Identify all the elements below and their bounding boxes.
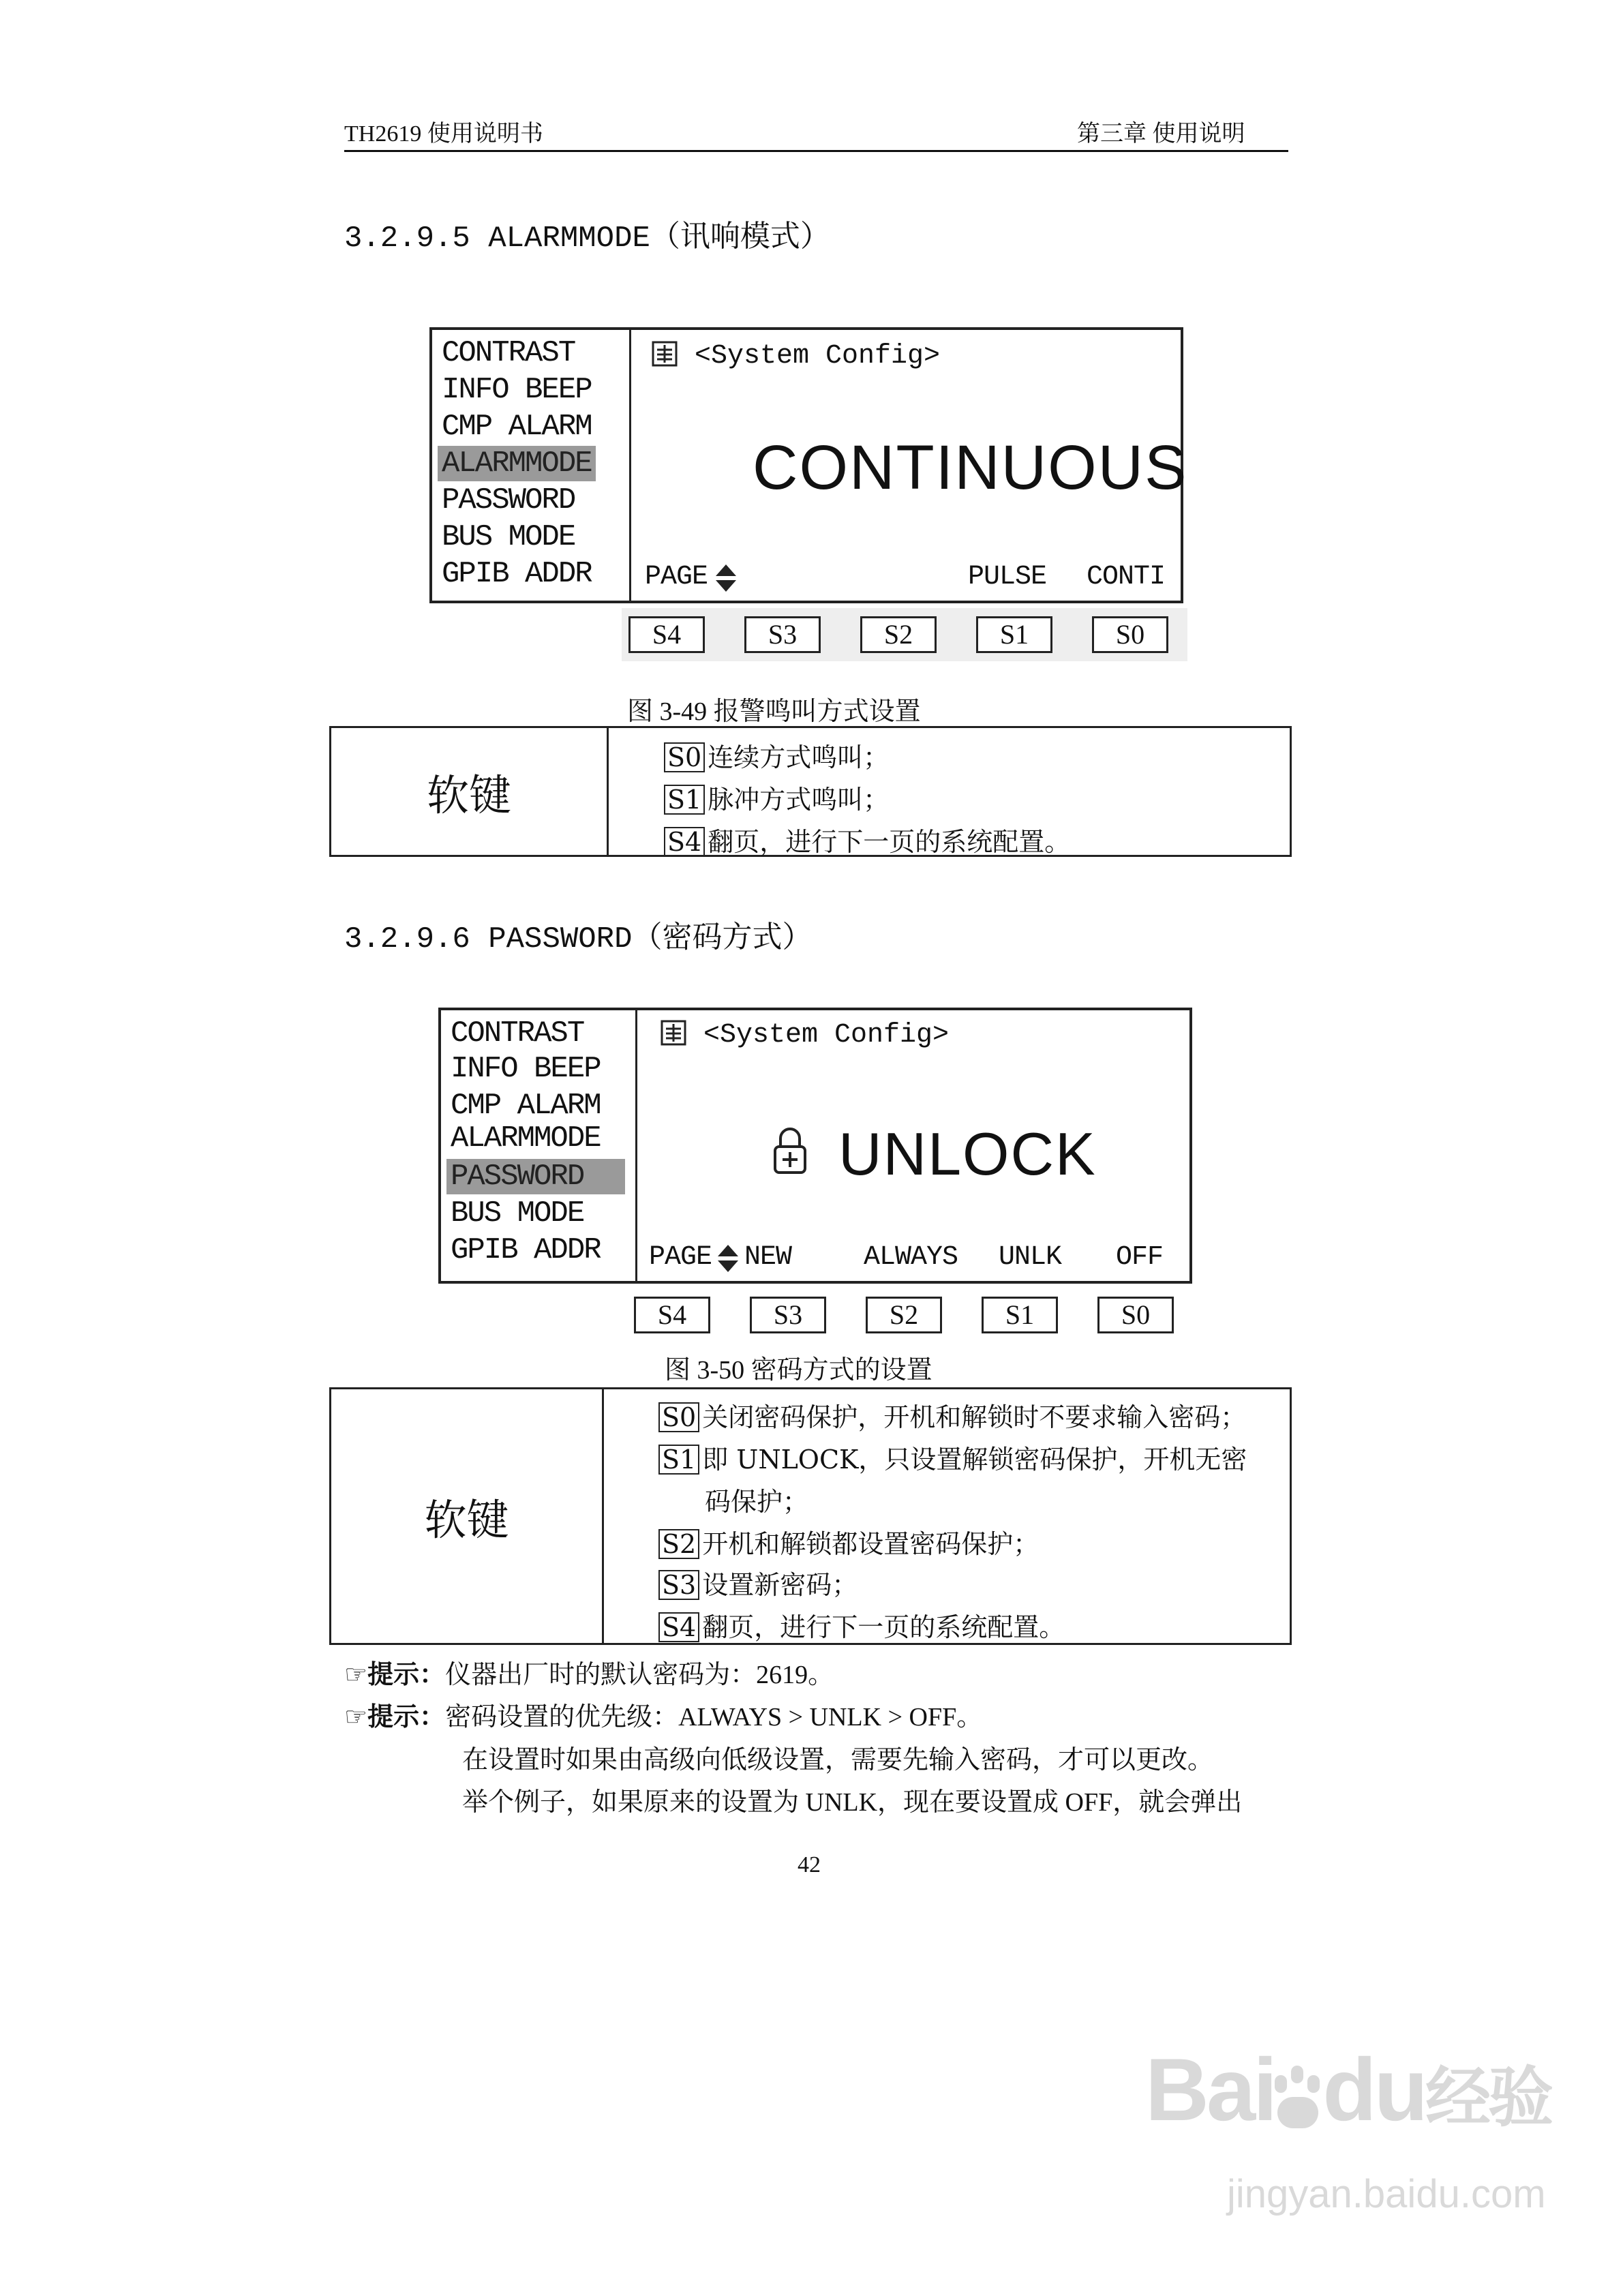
header-rule <box>344 150 1288 152</box>
softkey-always[interactable]: ALWAYS <box>864 1242 958 1273</box>
config-icon <box>661 1020 688 1047</box>
key-label: S2 <box>658 1529 699 1559</box>
section-title-alarmmode: 3.2.9.5 ALARMMODE（讯响模式） <box>344 222 830 256</box>
key-label: S1 <box>658 1445 699 1475</box>
menu-item-alarmmode-selected[interactable]: ALARMMODE <box>438 446 596 481</box>
row-text-continued: 码保护； <box>705 1487 809 1517</box>
menu-item-cmp-alarm[interactable]: CMP ALARM <box>442 410 592 444</box>
key-label: S3 <box>658 1570 699 1600</box>
figure-caption-3-50: 图 3-50 密码方式的设置 <box>665 1356 932 1385</box>
menu-item-alarmmode[interactable]: ALARMMODE <box>451 1121 601 1155</box>
section-title-password: 3.2.9.6 PASSWORD（密码方式） <box>344 922 813 956</box>
softkey-unlk[interactable]: UNLK <box>999 1242 1062 1273</box>
table-row <box>658 1438 1247 1476</box>
menu-item-info-beep[interactable]: INFO BEEP <box>442 373 592 407</box>
row-text: 开机和解锁都设置密码保护； <box>702 1529 1040 1559</box>
screen-title: <System Config> <box>695 341 941 372</box>
row-text: 关闭密码保护，开机和解锁时不要求输入密码； <box>702 1402 1247 1432</box>
menu-item-password[interactable]: PASSWORD <box>442 483 575 517</box>
watermark-brand-cn: 经验 <box>1425 2061 1551 2134</box>
key-label: S4 <box>658 1612 699 1642</box>
table-row <box>658 1606 1065 1644</box>
lcd-menu <box>432 330 631 601</box>
row-text: 设置新密码； <box>702 1570 858 1600</box>
key-s3[interactable]: S3 <box>744 616 821 653</box>
tip-text: 仪器出厂时的默认密码为：2619。 <box>445 1661 834 1689</box>
header-right: 第三章 使用说明 <box>1077 121 1245 147</box>
key-label: S0 <box>664 742 705 772</box>
key-s4[interactable]: S4 <box>634 1297 710 1333</box>
table-label: 软键 <box>331 1389 604 1643</box>
watermark-brand-a: Bai <box>1145 2040 1275 2139</box>
key-label: S1 <box>664 785 705 815</box>
menu-item-gpib-addr[interactable]: GPIB ADDR <box>451 1233 601 1267</box>
key-s0[interactable]: S0 <box>1092 616 1168 653</box>
figure-caption-3-49: 图 3-49 报警鸣叫方式设置 <box>627 697 921 726</box>
watermark-url: jingyan.baidu.com <box>1227 2172 1546 2216</box>
screen-title: <System Config> <box>703 1020 950 1051</box>
row-text: 脉冲方式鸣叫； <box>708 785 890 815</box>
table-row <box>658 1523 1039 1560</box>
key-s4[interactable]: S4 <box>628 616 705 653</box>
row-text: 连续方式鸣叫； <box>708 742 890 772</box>
key-s2[interactable]: S2 <box>860 616 937 653</box>
menu-item-contrast[interactable]: CONTRAST <box>442 336 575 370</box>
key-s1[interactable]: S1 <box>982 1297 1058 1333</box>
paw-icon <box>1275 2063 1322 2131</box>
lcd-screen-password <box>438 1008 1192 1284</box>
row-text: 翻页，进行下一页的系统配置。 <box>708 827 1071 857</box>
lcd-menu <box>441 1010 637 1281</box>
tip-text: 密码设置的优先级：ALWAYS > UNLK > OFF。 <box>445 1703 983 1732</box>
table-row <box>664 736 889 774</box>
tip-label: 提示： <box>367 1661 446 1689</box>
menu-item-password-selected[interactable]: PASSWORD <box>446 1159 625 1194</box>
tip-label: 提示： <box>367 1703 446 1732</box>
tip-paragraph-line: 在设置时如果由高级向低级设置，需要先输入密码，才可以更改。 <box>462 1746 1214 1774</box>
tip-password-priority <box>344 1695 982 1733</box>
menu-item-gpib-addr[interactable]: GPIB ADDR <box>442 557 592 591</box>
tip-default-password <box>344 1653 834 1691</box>
softkey-new[interactable]: NEW <box>744 1242 792 1273</box>
softkey-table-password <box>329 1387 1292 1645</box>
up-down-arrow-icon <box>714 563 738 593</box>
row-text: 翻页，进行下一页的系统配置。 <box>702 1612 1065 1642</box>
softkey-table-alarmmode <box>329 726 1292 857</box>
menu-item-cmp-alarm[interactable]: CMP ALARM <box>451 1089 601 1123</box>
key-s2[interactable]: S2 <box>866 1297 942 1333</box>
key-s3[interactable]: S3 <box>750 1297 826 1333</box>
softkey-off[interactable]: OFF <box>1116 1242 1164 1273</box>
header-left: TH2619 使用说明书 <box>344 121 543 147</box>
watermark-brand-b: du <box>1322 2040 1426 2139</box>
tip-paragraph-line: 举个例子，如果原来的设置为 UNLK，现在要设置成 OFF，就会弹出 <box>462 1788 1243 1817</box>
password-mode-value: UNLOCK <box>838 1120 1097 1188</box>
softkey-page[interactable]: PAGE <box>645 562 708 592</box>
menu-item-bus-mode[interactable]: BUS MODE <box>451 1196 584 1230</box>
lock-icon <box>772 1126 808 1175</box>
watermark-logo <box>1145 2038 1551 2141</box>
table-row <box>658 1564 858 1601</box>
alarm-mode-value: CONTINUOUS <box>753 433 1188 502</box>
table-row <box>664 821 1070 858</box>
softkey-conti[interactable]: CONTI <box>1087 562 1166 592</box>
up-down-arrow-icon <box>716 1243 740 1273</box>
table-row <box>658 1396 1246 1434</box>
table-label: 软键 <box>331 728 609 855</box>
menu-item-info-beep[interactable]: INFO BEEP <box>451 1052 601 1086</box>
key-label: S0 <box>658 1402 699 1432</box>
key-label: S4 <box>664 827 705 857</box>
row-text: 即 UNLOCK，只设置解锁密码保护，开机无密 <box>702 1445 1247 1475</box>
lcd-screen-alarmmode <box>429 327 1188 603</box>
menu-item-bus-mode[interactable]: BUS MODE <box>442 520 575 554</box>
menu-item-contrast[interactable]: CONTRAST <box>451 1016 584 1051</box>
softkey-page[interactable]: PAGE <box>649 1242 712 1273</box>
table-row <box>664 779 889 816</box>
key-s0[interactable]: S0 <box>1097 1297 1174 1333</box>
pointing-hand-icon: ☞ <box>344 1703 368 1732</box>
key-s1[interactable]: S1 <box>976 616 1052 653</box>
pointing-hand-icon: ☞ <box>344 1661 368 1689</box>
page-number: 42 <box>798 1852 821 1877</box>
softkey-pulse[interactable]: PULSE <box>968 562 1047 592</box>
config-icon <box>652 341 679 368</box>
